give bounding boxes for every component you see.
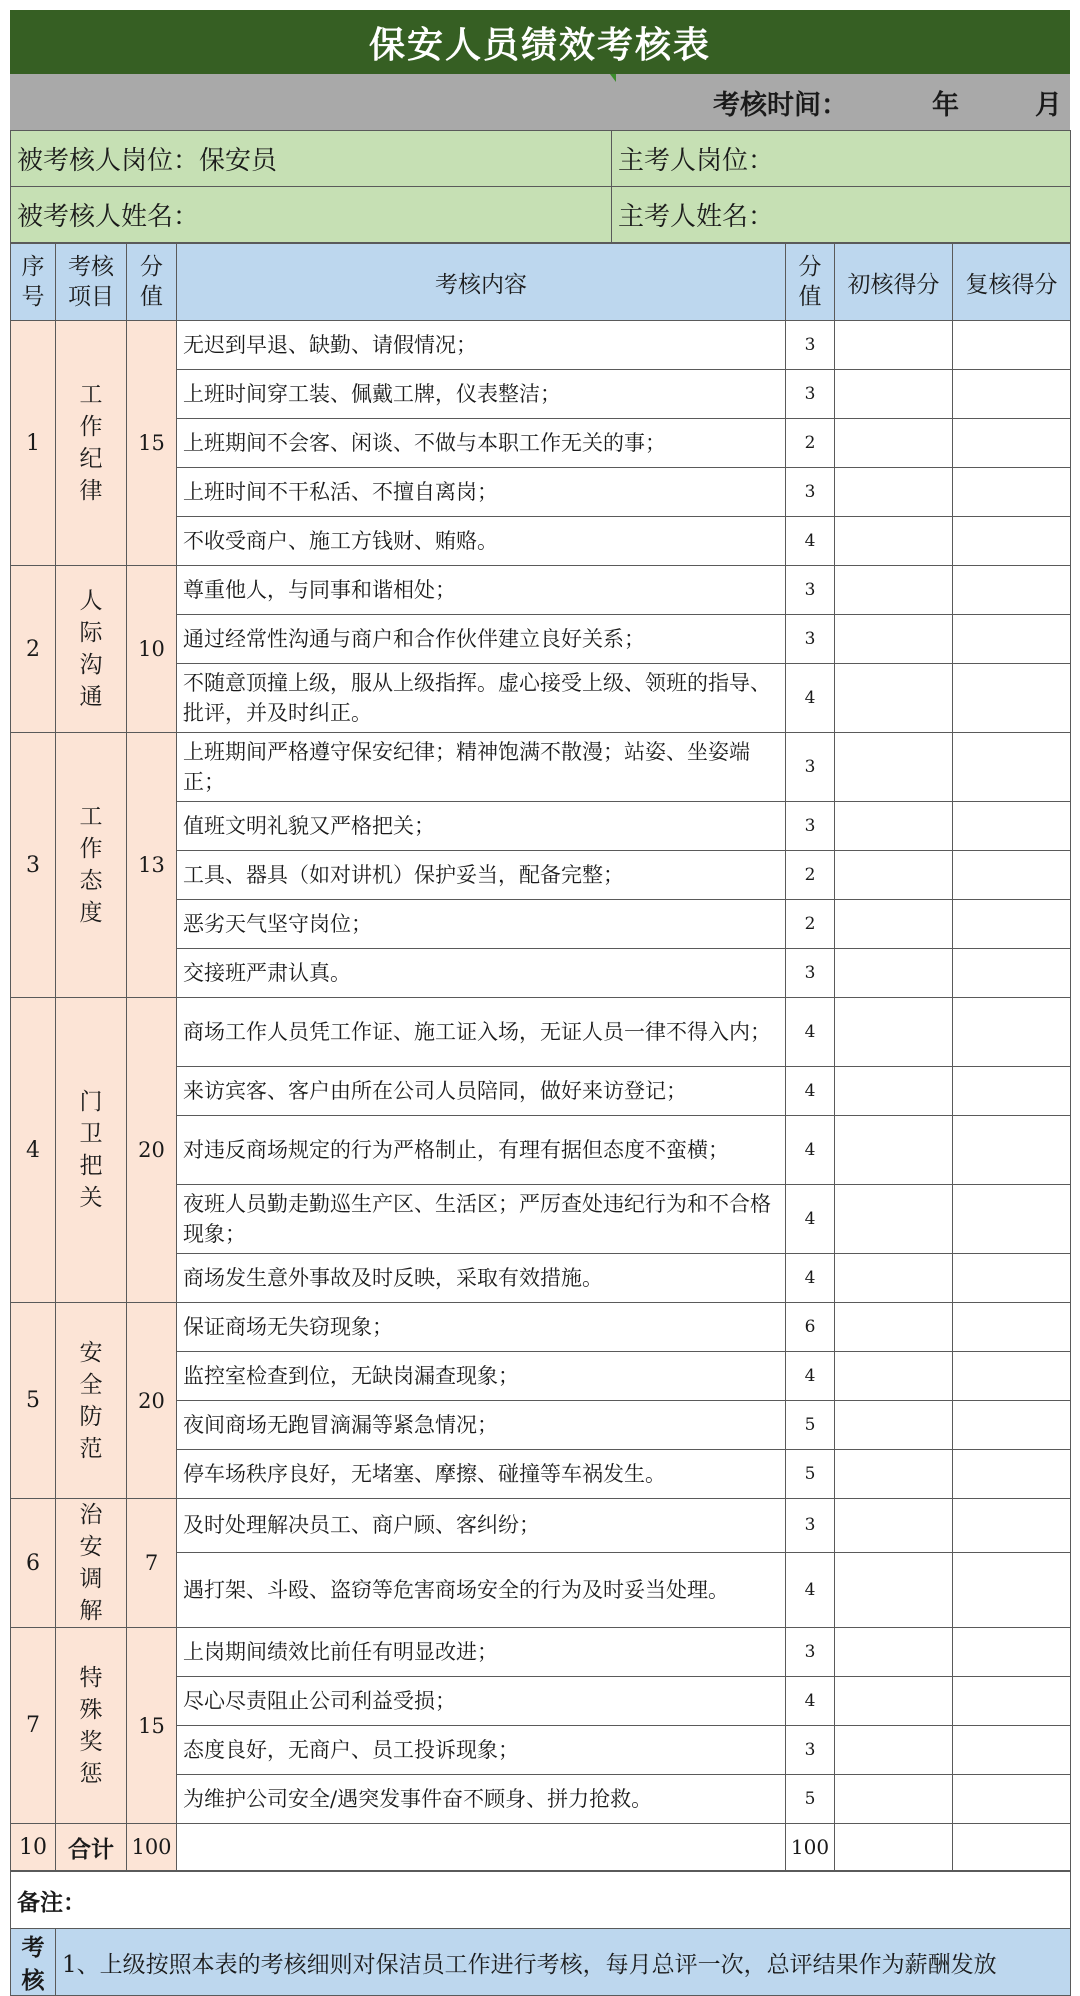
total-row bbox=[11, 1824, 1071, 1871]
category-total: 13 bbox=[127, 733, 177, 998]
initial-score-cell[interactable] bbox=[835, 1726, 953, 1775]
item-score: 3 bbox=[786, 802, 835, 851]
review-score-cell[interactable] bbox=[953, 1254, 1071, 1303]
item-score: 3 bbox=[786, 615, 835, 664]
initial-score-cell[interactable] bbox=[835, 1185, 953, 1254]
item-score: 4 bbox=[786, 1552, 835, 1627]
initial-score-cell[interactable] bbox=[835, 851, 953, 900]
category-seq: 4 bbox=[11, 998, 56, 1303]
header-row bbox=[11, 244, 1071, 321]
item-score: 4 bbox=[786, 664, 835, 733]
review-score-cell[interactable] bbox=[953, 1499, 1071, 1553]
item-text: 工具、器具（如对讲机）保护妥当，配备完整； bbox=[177, 851, 786, 900]
review-score-cell[interactable] bbox=[953, 1726, 1071, 1775]
initial-score-cell[interactable] bbox=[835, 949, 953, 998]
name-cell[interactable]: 被考核人姓名： bbox=[11, 187, 612, 243]
item-score: 3 bbox=[786, 468, 835, 517]
total-cat-score: 100 bbox=[127, 1824, 177, 1871]
initial-score-cell[interactable] bbox=[835, 566, 953, 615]
review-score-cell[interactable] bbox=[953, 949, 1071, 998]
note-text: 1、上级按照本表的考核细则对保洁员工作进行考核，每月总评一次，总评结果作为薪酬发放 bbox=[56, 1929, 1071, 1996]
total-label: 合计 bbox=[56, 1824, 127, 1871]
total-review[interactable] bbox=[953, 1824, 1071, 1871]
item-text: 商场工作人员凭工作证、施工证入场，无证人员一律不得入内； bbox=[177, 998, 786, 1067]
initial-score-cell[interactable] bbox=[835, 517, 953, 566]
header-initial: 初核得分 bbox=[835, 244, 953, 321]
notes-table bbox=[10, 1871, 1071, 1996]
item-text: 尽心尽责阻止公司利益受损； bbox=[177, 1677, 786, 1726]
total-content bbox=[177, 1824, 786, 1871]
assessment-time-row bbox=[10, 74, 1070, 130]
item-text: 上班期间严格遵守保安纪律；精神饱满不散漫；站姿、坐姿端正； bbox=[177, 733, 786, 802]
review-score-cell[interactable] bbox=[953, 1775, 1071, 1824]
item-text: 上岗期间绩效比前任有明显改进； bbox=[177, 1628, 786, 1677]
table-row bbox=[11, 1499, 1071, 1553]
item-text: 停车场秩序良好，无堵塞、摩擦、碰撞等车祸发生。 bbox=[177, 1450, 786, 1499]
item-text: 上班时间穿工装、佩戴工牌，仪表整洁； bbox=[177, 370, 786, 419]
item-score: 3 bbox=[786, 1628, 835, 1677]
category-name-text: 特殊奖惩 bbox=[79, 1664, 103, 1787]
category-name bbox=[56, 566, 127, 733]
item-text: 及时处理解决员工、商户顾、客纠纷； bbox=[177, 1499, 786, 1553]
initial-score-cell[interactable] bbox=[835, 733, 953, 802]
review-score-cell[interactable] bbox=[953, 802, 1071, 851]
category-total: 10 bbox=[127, 566, 177, 733]
review-score-cell[interactable] bbox=[953, 851, 1071, 900]
item-score: 4 bbox=[786, 1352, 835, 1401]
initial-score-cell[interactable] bbox=[835, 1401, 953, 1450]
item-text: 上班期间不会客、闲谈、不做与本职工作无关的事； bbox=[177, 419, 786, 468]
item-score: 2 bbox=[786, 419, 835, 468]
initial-score-cell[interactable] bbox=[835, 1552, 953, 1627]
initial-score-cell[interactable] bbox=[835, 1067, 953, 1116]
evaluation-sheet bbox=[10, 10, 1070, 1996]
item-text: 无迟到早退、缺勤、请假情况； bbox=[177, 321, 786, 370]
review-score-cell[interactable] bbox=[953, 733, 1071, 802]
header-review: 复核得分 bbox=[953, 244, 1071, 321]
review-score-cell[interactable] bbox=[953, 1116, 1071, 1185]
initial-score-cell[interactable] bbox=[835, 1116, 953, 1185]
item-text: 保证商场无失窃现象； bbox=[177, 1303, 786, 1352]
item-score: 3 bbox=[786, 1726, 835, 1775]
review-score-cell[interactable] bbox=[953, 1628, 1071, 1677]
item-score: 4 bbox=[786, 1067, 835, 1116]
item-text: 夜间商场无跑冒滴漏等紧急情况； bbox=[177, 1401, 786, 1450]
item-text: 商场发生意外事故及时反映，采取有效措施。 bbox=[177, 1254, 786, 1303]
item-score: 4 bbox=[786, 1185, 835, 1254]
review-score-cell[interactable] bbox=[953, 1401, 1071, 1450]
category-name bbox=[56, 1499, 127, 1628]
item-text: 恶劣天气坚守岗位； bbox=[177, 900, 786, 949]
review-score-cell[interactable] bbox=[953, 1677, 1071, 1726]
initial-score-cell[interactable] bbox=[835, 1450, 953, 1499]
item-score: 3 bbox=[786, 321, 835, 370]
review-score-cell[interactable] bbox=[953, 1352, 1071, 1401]
table-row bbox=[11, 733, 1071, 802]
item-score: 5 bbox=[786, 1775, 835, 1824]
info-table bbox=[10, 130, 1071, 243]
table-row bbox=[11, 998, 1071, 1067]
category-name bbox=[56, 998, 127, 1303]
initial-score-cell[interactable] bbox=[835, 1628, 953, 1677]
header-score: 分值 bbox=[786, 244, 835, 321]
item-score: 4 bbox=[786, 1677, 835, 1726]
category-name bbox=[56, 1303, 127, 1499]
item-score: 3 bbox=[786, 733, 835, 802]
item-score: 3 bbox=[786, 949, 835, 998]
item-text: 通过经常性沟通与商户和合作伙伴建立良好关系； bbox=[177, 615, 786, 664]
initial-score-cell[interactable] bbox=[835, 802, 953, 851]
review-score-cell[interactable] bbox=[953, 468, 1071, 517]
category-seq: 1 bbox=[11, 321, 56, 566]
table-row bbox=[11, 566, 1071, 615]
initial-score-cell[interactable] bbox=[835, 615, 953, 664]
category-total: 15 bbox=[127, 321, 177, 566]
time-label: 考核时间： bbox=[713, 89, 848, 121]
category-name bbox=[56, 733, 127, 998]
note-side-label: 考核 bbox=[11, 1929, 56, 1996]
item-score: 3 bbox=[786, 370, 835, 419]
initial-score-cell[interactable] bbox=[835, 998, 953, 1067]
item-score: 5 bbox=[786, 1450, 835, 1499]
category-name-text: 工作纪律 bbox=[79, 382, 103, 504]
table-row bbox=[11, 1303, 1071, 1352]
category-seq: 7 bbox=[11, 1628, 56, 1824]
table-row bbox=[11, 1628, 1071, 1677]
title-text: 保安人员绩效考核表 bbox=[368, 23, 711, 66]
item-score: 4 bbox=[786, 998, 835, 1067]
category-name-text: 安全防范 bbox=[79, 1339, 103, 1462]
item-text: 对违反商场规定的行为严格制止，有理有据但态度不蛮横； bbox=[177, 1116, 786, 1185]
review-score-cell[interactable] bbox=[953, 1303, 1071, 1352]
category-name-text: 门卫把关 bbox=[79, 1089, 103, 1211]
initial-score-cell[interactable] bbox=[835, 1499, 953, 1553]
item-score: 2 bbox=[786, 851, 835, 900]
review-score-cell[interactable] bbox=[953, 1067, 1071, 1116]
total-score: 100 bbox=[786, 1824, 835, 1871]
initial-score-cell[interactable] bbox=[835, 468, 953, 517]
header-item: 考核项目 bbox=[56, 244, 127, 321]
category-total: 7 bbox=[127, 1499, 177, 1628]
category-name-text: 工作态度 bbox=[79, 804, 103, 926]
category-name-text: 人际沟通 bbox=[79, 588, 103, 710]
category-name bbox=[56, 1628, 127, 1824]
examiner-position-cell[interactable]: 主考人岗位： bbox=[612, 131, 1071, 187]
item-text: 上班时间不干私活、不擅自离岗； bbox=[177, 468, 786, 517]
review-score-cell[interactable] bbox=[953, 566, 1071, 615]
category-total: 20 bbox=[127, 1303, 177, 1499]
year-label: 年 bbox=[932, 89, 959, 121]
item-text: 来访宾客、客户由所在公司人员陪同，做好来访登记； bbox=[177, 1067, 786, 1116]
total-initial[interactable] bbox=[835, 1824, 953, 1871]
initial-score-cell[interactable] bbox=[835, 1775, 953, 1824]
item-text: 交接班严肃认真。 bbox=[177, 949, 786, 998]
initial-score-cell[interactable] bbox=[835, 1303, 953, 1352]
initial-score-cell[interactable] bbox=[835, 1254, 953, 1303]
header-content: 考核内容 bbox=[177, 244, 786, 321]
category-name bbox=[56, 321, 127, 566]
item-score: 4 bbox=[786, 1116, 835, 1185]
category-seq: 6 bbox=[11, 1499, 56, 1628]
item-score: 5 bbox=[786, 1401, 835, 1450]
category-total: 15 bbox=[127, 1628, 177, 1824]
item-text: 监控室检查到位，无缺岗漏查现象； bbox=[177, 1352, 786, 1401]
review-score-cell[interactable] bbox=[953, 998, 1071, 1067]
examiner-name-cell[interactable]: 主考人姓名： bbox=[612, 187, 1071, 243]
item-text: 态度良好，无商户、员工投诉现象； bbox=[177, 1726, 786, 1775]
position-cell: 被考核人岗位：保安员 bbox=[11, 131, 612, 187]
category-seq: 5 bbox=[11, 1303, 56, 1499]
review-score-cell[interactable] bbox=[953, 1450, 1071, 1499]
review-score-cell[interactable] bbox=[953, 615, 1071, 664]
review-score-cell[interactable] bbox=[953, 321, 1071, 370]
assessment-table bbox=[10, 243, 1071, 1871]
review-score-cell[interactable] bbox=[953, 370, 1071, 419]
category-seq: 2 bbox=[11, 566, 56, 733]
category-name-text: 治安调解 bbox=[79, 1502, 103, 1624]
category-seq: 3 bbox=[11, 733, 56, 998]
initial-score-cell[interactable] bbox=[835, 321, 953, 370]
table-row bbox=[11, 321, 1071, 370]
review-score-cell[interactable] bbox=[953, 1552, 1071, 1627]
review-score-cell[interactable] bbox=[953, 1185, 1071, 1254]
item-score: 3 bbox=[786, 566, 835, 615]
header-seq: 序号 bbox=[11, 244, 56, 321]
total-seq: 10 bbox=[11, 1824, 56, 1871]
month-label: 月 bbox=[1035, 89, 1062, 121]
item-text: 为维护公司安全/遇突发事件奋不顾身、拼力抢救。 bbox=[177, 1775, 786, 1824]
item-score: 2 bbox=[786, 900, 835, 949]
initial-score-cell[interactable] bbox=[835, 419, 953, 468]
category-total: 20 bbox=[127, 998, 177, 1303]
item-text: 遇打架、斗殴、盗窃等危害商场安全的行为及时妥当处理。 bbox=[177, 1552, 786, 1627]
initial-score-cell[interactable] bbox=[835, 1677, 953, 1726]
initial-score-cell[interactable] bbox=[835, 900, 953, 949]
cell-marker-icon bbox=[610, 74, 616, 82]
item-score: 4 bbox=[786, 517, 835, 566]
note-label: 备注： bbox=[11, 1872, 1071, 1929]
item-text: 不收受商户、施工方钱财、贿赂。 bbox=[177, 517, 786, 566]
sheet-title bbox=[10, 10, 1070, 74]
item-score: 4 bbox=[786, 1254, 835, 1303]
review-score-cell[interactable] bbox=[953, 419, 1071, 468]
item-score: 3 bbox=[786, 1499, 835, 1553]
item-score: 6 bbox=[786, 1303, 835, 1352]
initial-score-cell[interactable] bbox=[835, 664, 953, 733]
review-score-cell[interactable] bbox=[953, 664, 1071, 733]
review-score-cell[interactable] bbox=[953, 517, 1071, 566]
item-text: 夜班人员勤走勤巡生产区、生活区；严厉查处违纪行为和不合格现象； bbox=[177, 1185, 786, 1254]
item-text: 尊重他人，与同事和谐相处； bbox=[177, 566, 786, 615]
review-score-cell[interactable] bbox=[953, 900, 1071, 949]
item-text: 不随意顶撞上级，服从上级指挥。虚心接受上级、领班的指导、批评，并及时纠正。 bbox=[177, 664, 786, 733]
header-cat-score: 分值 bbox=[127, 244, 177, 321]
initial-score-cell[interactable] bbox=[835, 1352, 953, 1401]
item-text: 值班文明礼貌又严格把关； bbox=[177, 802, 786, 851]
initial-score-cell[interactable] bbox=[835, 370, 953, 419]
